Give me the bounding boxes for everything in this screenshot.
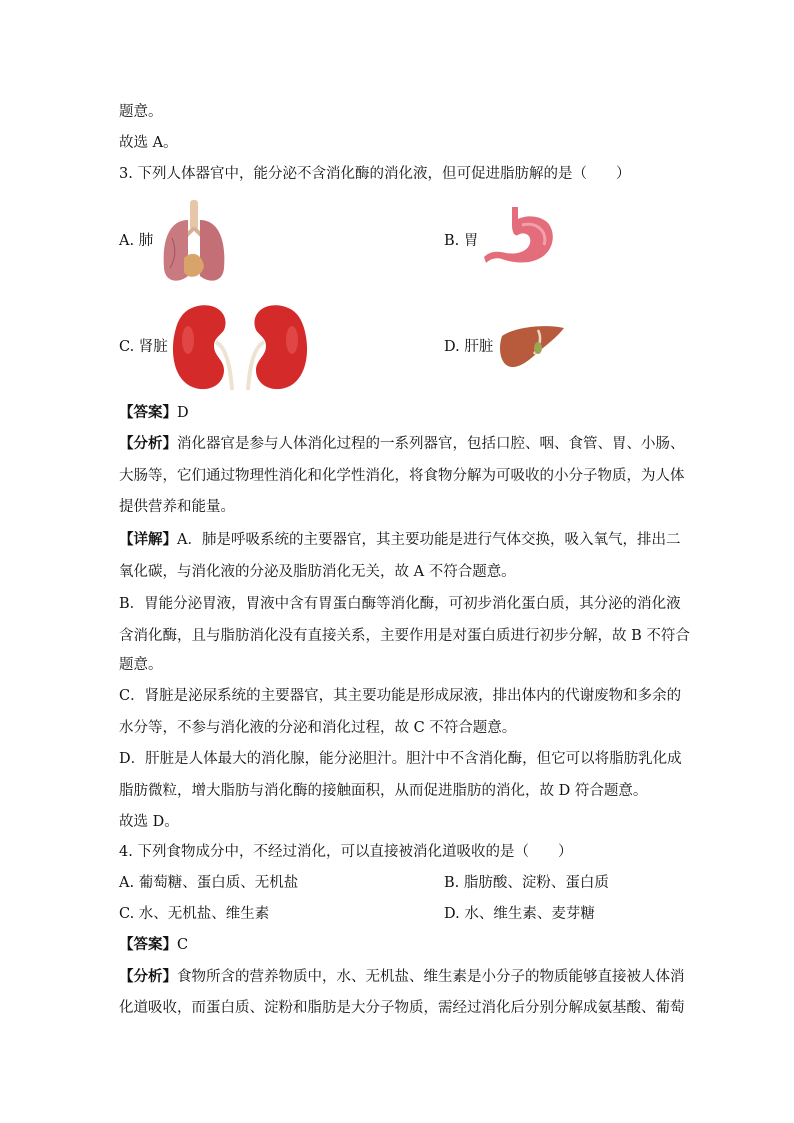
option-c-label: C. 肾脏 [119,339,168,355]
answer-value: D [177,405,189,421]
option-c-label: C. 水、无机盐、维生素 [119,906,270,922]
detail-3-line: 故选 D。 [119,814,179,830]
option-b-label: B. 胃 [444,233,479,249]
stomach-image [482,205,556,269]
detail-3-line: 题意。 [119,657,163,673]
detail-3-line: 含消化酶，且与脂肪消化没有直接关系，主要作用是对蛋白质进行初步分解，故 B 不符合 [119,628,690,644]
detail-3-line: C．肾脏是泌尿系统的主要器官，其主要功能是形成尿液，排出体内的代谢废物和多余的 [119,688,682,704]
analysis-label: 【分析】 [119,968,177,985]
question-4-stem: 4. 下列食物成分中，不经过消化，可以直接被消化道吸收的是（ ） [119,844,573,860]
detail-3-line: 氧化碳，与消化液的分泌及脂肪消化无关，故 A 不符合题意。 [119,564,516,580]
analysis-label: 【分析】 [119,435,177,452]
option-d-label: D. 肝脏 [444,339,494,355]
detail-3-line: B．胃能分泌胃液，胃液中含有胃蛋白酶等消化酶，可初步消化蛋白质，其分泌的消化液 [119,596,681,612]
option-a-label: A. 肺 [119,233,154,249]
analysis-3-line: 提供营养和能量。 [119,499,235,515]
text-line: 故选 A。 [119,135,178,151]
text-line: 题意。 [119,104,163,120]
detail-text: A．肺是呼吸系统的主要器官，其主要功能是进行气体交换，吸入氧气，排出二 [177,532,681,548]
answer-4 [119,935,679,955]
kidneys-image [168,300,312,394]
detail-3-line [119,530,679,550]
option-b-label: B. 脂肪酸、淀粉、蛋白质 [444,875,609,891]
liver-image [498,322,566,372]
detail-3-line: D．肝脏是人体最大的消化腺，能分泌胆汁。胆汁中不含消化酶，但它可以将脂肪乳化成 [119,751,682,767]
analysis-3-line [119,434,685,454]
detail-label: 【详解】 [119,531,177,548]
answer-label: 【答案】 [119,404,177,421]
analysis-text: 食物所含的营养物质中，水、无机盐、维生素是小分子的物质能够直接被人体消 [177,969,685,985]
analysis-4-line [119,967,685,987]
answer-label: 【答案】 [119,936,177,953]
lungs-image [158,198,230,286]
analysis-text: 消化器官是参与人体消化过程的一系列器官，包括口腔、咽、食管、胃、小肠、 [177,436,685,452]
answer-3 [119,403,679,423]
detail-3-line: 水分等，不参与消化液的分泌和消化过程，故 C 不符合题意。 [119,720,517,736]
option-d-label: D. 水、维生素、麦芽糖 [444,906,595,922]
answer-value: C [177,937,189,953]
detail-3-line: 脂肪微粒，增大脂肪与消化酶的接触面积，从而促进脂肪的消化，故 D 符合题意。 [119,783,648,799]
analysis-4-line: 化道吸收，而蛋白质、淀粉和脂肪是大分子物质，需经过消化后分别分解成氨基酸、葡萄 [119,1000,685,1016]
option-a-label: A. 葡萄糖、蛋白质、无机盐 [119,875,299,891]
analysis-3-line: 大肠等，它们通过物理性消化和化学性消化，将食物分解为可吸收的小分子物质，为人体 [119,468,685,484]
question-3-stem: 3. 下列人体器官中，能分泌不含消化酶的消化液，但可促进脂肪解的是（ ） [119,166,631,182]
